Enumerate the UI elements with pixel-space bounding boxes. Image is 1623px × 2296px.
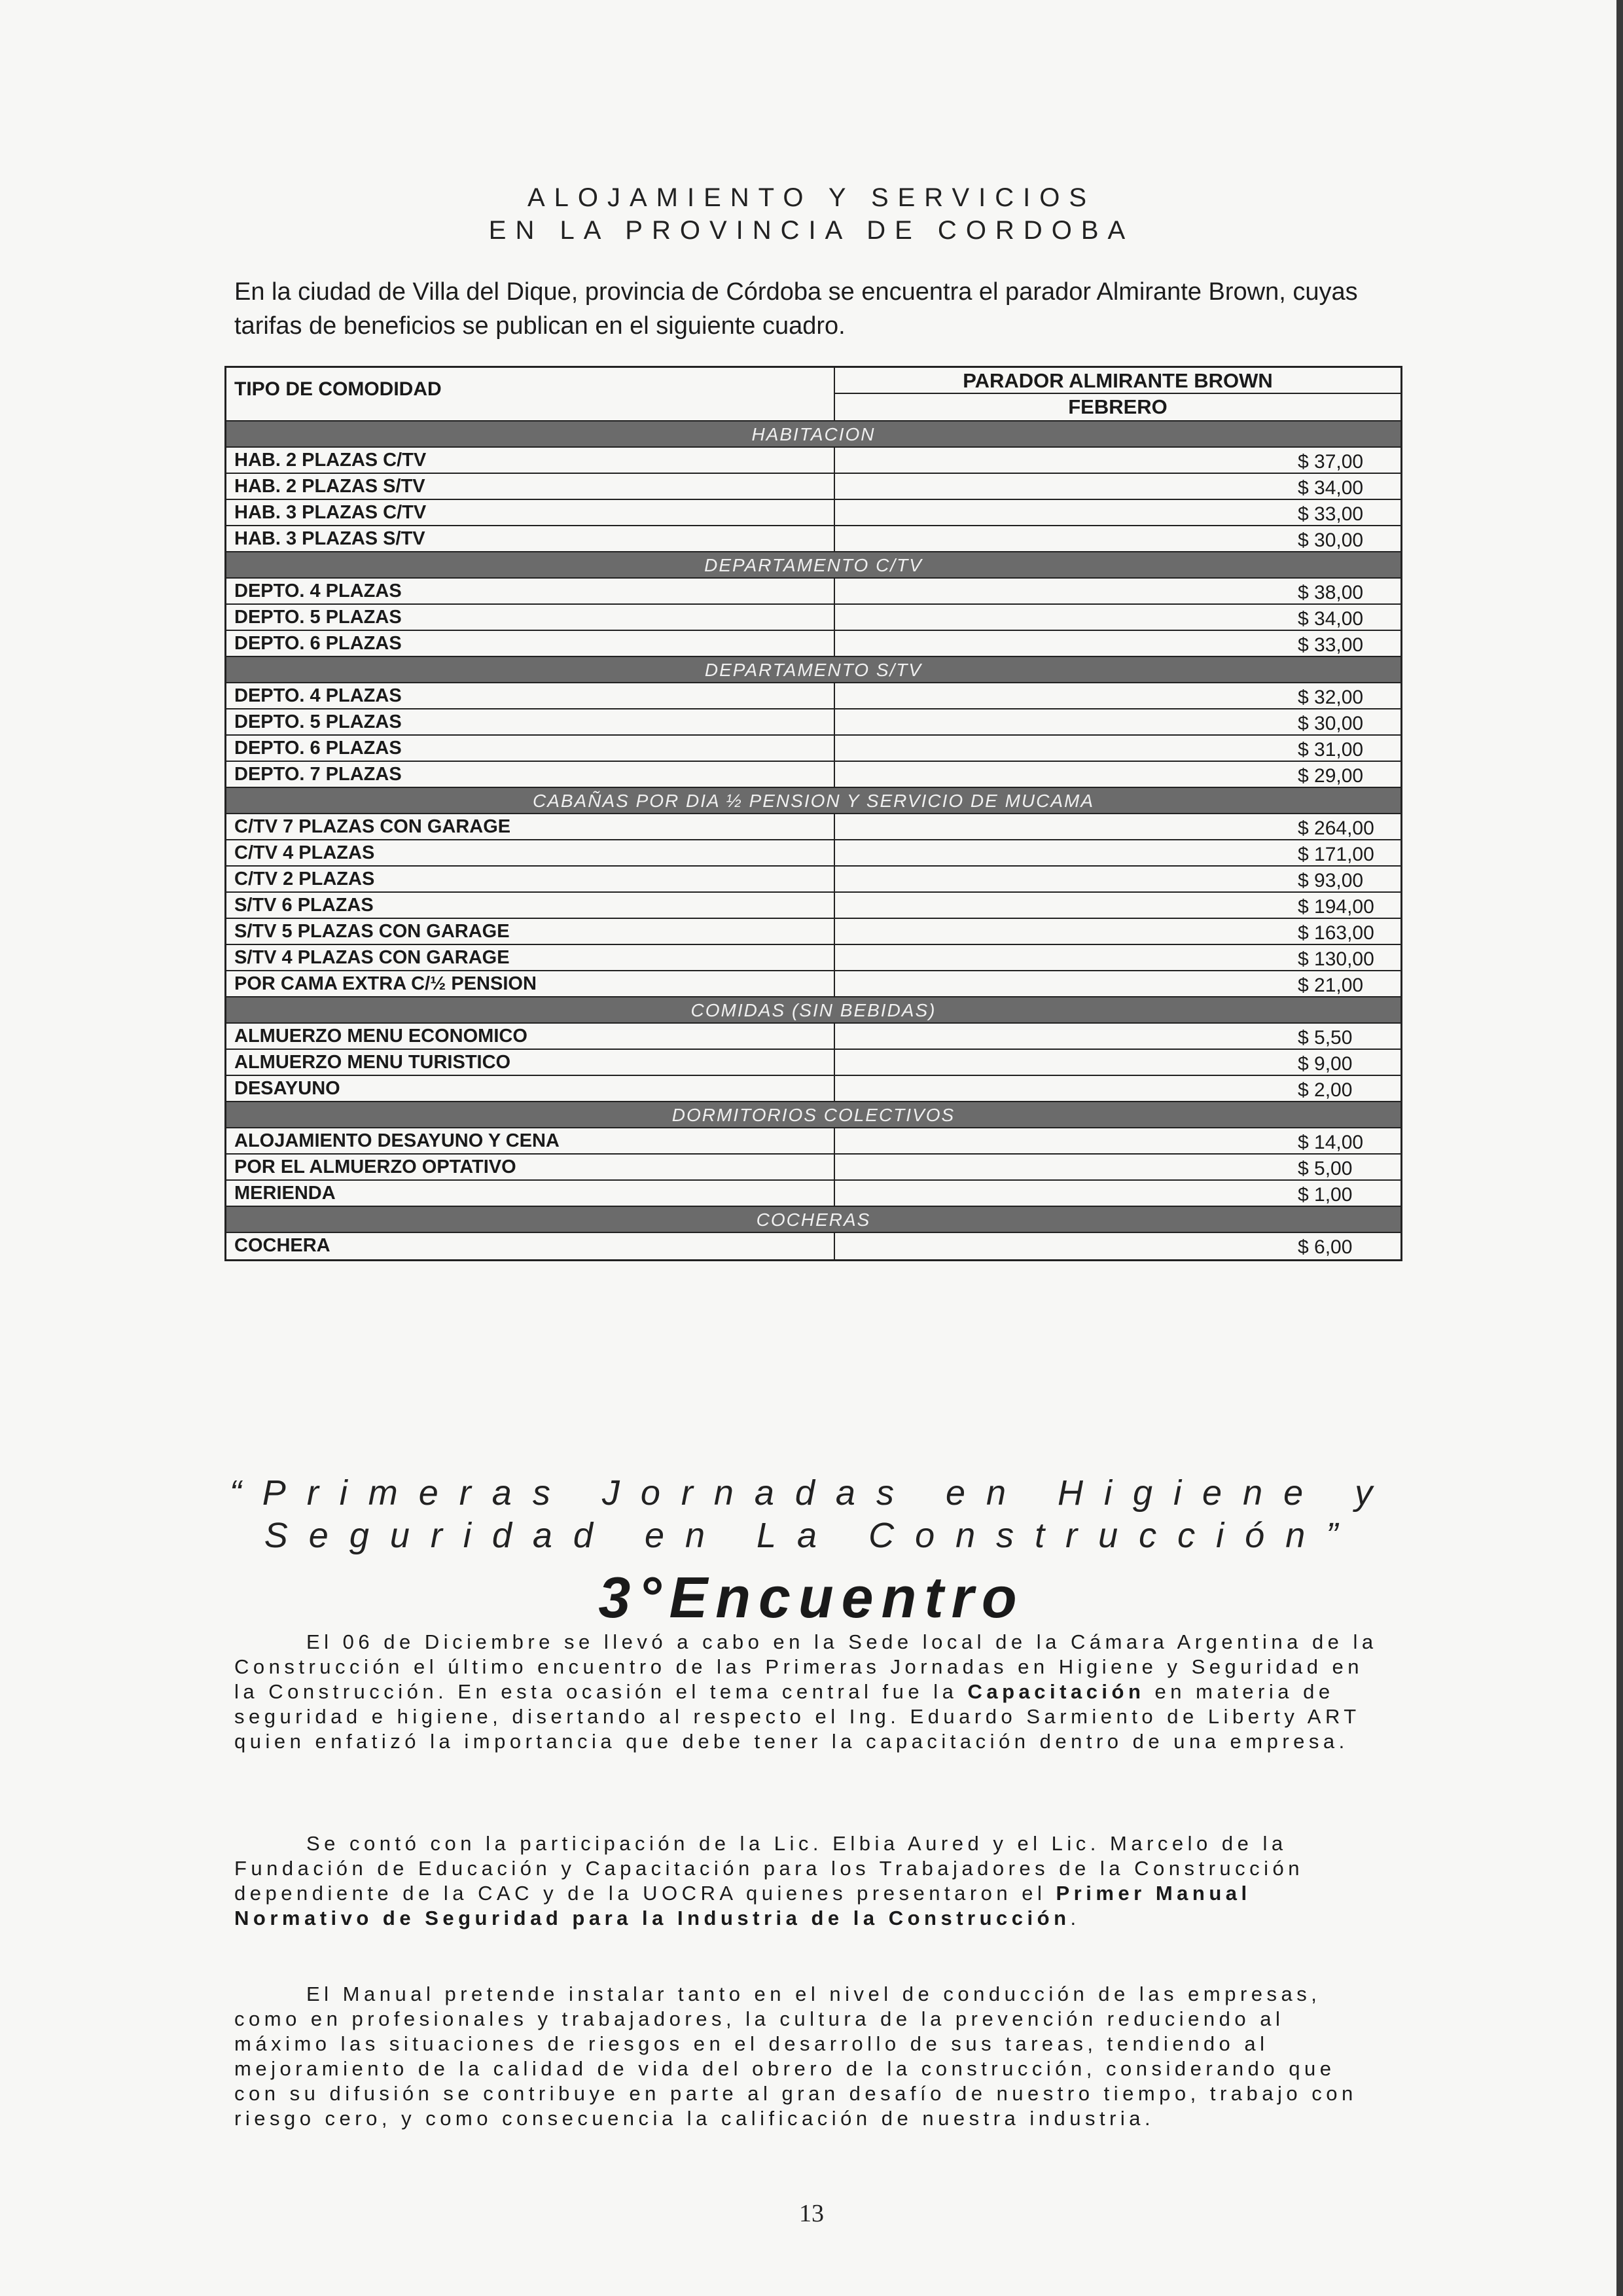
intro-paragraph: En la ciudad de Villa del Dique, provincia de Córdoba se encuentra el parador Almirante Brown, cuyas tarifas de beneficios se publican en el siguiente cuadro. — [234, 278, 1358, 340]
row-comodidad: HAB. 3 PLAZAS S/TV — [226, 526, 835, 551]
table-row — [226, 683, 1400, 709]
table-row — [226, 736, 1400, 762]
page-title-line1: ALOJAMIENTO Y SERVICIOS — [527, 183, 1096, 212]
table-header — [226, 368, 1400, 422]
table-row — [226, 840, 1400, 867]
row-comodidad: S/TV 4 PLAZAS CON GARAGE — [226, 945, 835, 970]
article-paragraph-3: El Manual pretende instalar tanto en el nivel de conducción de las empresas, como en profesionales y trabajadores, la cultura de la prevención reduciendo al máximo las situaciones de riesgos en el desarrollo de sus tareas, tendiendo al mejoramiento de la calidad de vida del obrero de la construcción, considerando que con su difusión se contribuye en parte al gran desafío de nuestro tiempo, trabajo con riesgo cero, y como consecuencia la calificación de nuestra industria. — [234, 1982, 1357, 2130]
row-price: $ 5,00 — [1298, 1158, 1353, 1179]
table-body — [226, 422, 1400, 1259]
table-row — [226, 1155, 1400, 1181]
row-price: $ 194,00 — [1298, 896, 1374, 918]
row-price: $ 2,00 — [1298, 1079, 1353, 1101]
row-comodidad: DEPTO. 5 PLAZAS — [226, 605, 835, 630]
row-comodidad: DEPTO. 5 PLAZAS — [226, 709, 835, 734]
row-price: $ 14,00 — [1298, 1132, 1364, 1153]
row-price: $ 30,00 — [1298, 529, 1364, 551]
table-row — [226, 919, 1400, 945]
col-header-type: TIPO DE COMODIDAD — [226, 368, 835, 420]
row-price: $ 33,00 — [1298, 503, 1364, 525]
row-price: $ 21,00 — [1298, 975, 1364, 996]
table-row — [226, 971, 1400, 997]
article-paragraph-1 — [234, 1630, 1386, 1754]
row-comodidad: ALMUERZO MENU ECONOMICO — [226, 1024, 835, 1049]
p2-bold: Primer Manual Normativo de Seguridad para la Industria de la Construcción — [234, 1882, 1251, 1929]
row-comodidad: S/TV 5 PLAZAS CON GARAGE — [226, 919, 835, 944]
row-price: $ 29,00 — [1298, 765, 1364, 787]
col-header-month: FEBRERO — [1068, 395, 1168, 418]
row-comodidad: DEPTO. 4 PLAZAS — [226, 683, 835, 708]
row-comodidad: DESAYUNO — [226, 1076, 835, 1101]
row-price: $ 163,00 — [1298, 922, 1374, 944]
row-comodidad: DEPTO. 4 PLAZAS — [226, 579, 835, 603]
table-row — [226, 631, 1400, 657]
row-comodidad: MERIENDA — [226, 1181, 835, 1206]
table-row — [226, 500, 1400, 526]
table-row — [226, 1050, 1400, 1076]
table-row — [226, 1076, 1400, 1102]
row-price: $ 33,00 — [1298, 634, 1364, 656]
table-row — [226, 945, 1400, 971]
row-comodidad: HAB. 3 PLAZAS C/TV — [226, 500, 835, 525]
row-price: $ 34,00 — [1298, 608, 1364, 630]
row-comodidad: HAB. 2 PLAZAS S/TV — [226, 474, 835, 499]
p1-bold: Capacitación — [967, 1680, 1145, 1703]
row-price: $ 1,00 — [1298, 1184, 1353, 1206]
row-comodidad: ALOJAMIENTO DESAYUNO Y CENA — [226, 1128, 835, 1153]
row-comodidad: HAB. 2 PLAZAS C/TV — [226, 448, 835, 473]
row-price: $ 31,00 — [1298, 739, 1364, 761]
table-row — [226, 709, 1400, 736]
article-paragraph-2 — [234, 1831, 1386, 1931]
row-comodidad: DEPTO. 6 PLAZAS — [226, 631, 835, 656]
row-price: $ 5,50 — [1298, 1027, 1353, 1049]
section-header: DEPARTAMENTO C/TV — [226, 552, 1400, 579]
section-header: HABITACION — [226, 422, 1400, 448]
article-title-line2: Seguridad en La Construcción” — [264, 1516, 1359, 1555]
table-row — [226, 1233, 1400, 1259]
row-comodidad: POR CAMA EXTRA C/½ PENSION — [226, 971, 835, 996]
article-title-line1: “Primeras Jornadas en Higiene y — [229, 1473, 1394, 1513]
p2-text: Se contó con la participación de la Lic. Elbia Aured y el Lic. Marcelo de la Fundación de Educación y Capacitación para los Trabajadores de la Construcción dependiente de la CAC y de la UOCRA quienes presentaron el — [234, 1832, 1304, 1905]
rates-table — [224, 366, 1402, 1261]
p2-rest: . — [1070, 1907, 1080, 1929]
section-header: DORMITORIOS COLECTIVOS — [226, 1102, 1400, 1128]
page-number: 13 — [799, 2200, 824, 2227]
row-price: $ 264,00 — [1298, 817, 1374, 839]
row-price: $ 32,00 — [1298, 687, 1364, 708]
table-row — [226, 1181, 1400, 1207]
col-header-parador — [835, 368, 1400, 420]
row-comodidad: C/TV 2 PLAZAS — [226, 867, 835, 891]
section-header: COCHERAS — [226, 1207, 1400, 1233]
table-row — [226, 605, 1400, 631]
row-comodidad: COCHERA — [226, 1233, 835, 1259]
row-comodidad: DEPTO. 6 PLAZAS — [226, 736, 835, 761]
row-comodidad: C/TV 4 PLAZAS — [226, 840, 835, 865]
row-comodidad: C/TV 7 PLAZAS CON GARAGE — [226, 814, 835, 839]
row-price: $ 30,00 — [1298, 713, 1364, 734]
table-row — [226, 814, 1400, 840]
table-row — [226, 474, 1400, 500]
row-price: $ 9,00 — [1298, 1053, 1353, 1075]
table-row — [226, 762, 1400, 788]
page-title-line2: EN LA PROVINCIA DE CORDOBA — [488, 216, 1135, 245]
scan-edge — [1616, 0, 1623, 2296]
section-header: COMIDAS (SIN BEBIDAS) — [226, 997, 1400, 1024]
table-row — [226, 867, 1400, 893]
row-price: $ 6,00 — [1298, 1236, 1353, 1258]
row-price: $ 37,00 — [1298, 451, 1364, 473]
table-row — [226, 448, 1400, 474]
row-comodidad: DEPTO. 7 PLAZAS — [226, 762, 835, 787]
table-row — [226, 1128, 1400, 1155]
p1-rest: en materia de seguridad e higiene, disertando al respecto el Ing. Eduardo Sarmiento de Liberty ART quien enfatizó la importancia que debe tener la capacitación dentro de una empresa. — [234, 1680, 1361, 1753]
table-row — [226, 893, 1400, 919]
row-price: $ 34,00 — [1298, 477, 1364, 499]
row-comodidad: ALMUERZO MENU TURISTICO — [226, 1050, 835, 1075]
article-subtitle: 3°Encuentro — [598, 1565, 1025, 1630]
row-price: $ 130,00 — [1298, 948, 1374, 970]
row-price: $ 171,00 — [1298, 844, 1374, 865]
section-header: CABAÑAS POR DIA ½ PENSION Y SERVICIO DE MUCAMA — [226, 788, 1400, 814]
row-price: $ 38,00 — [1298, 582, 1364, 603]
row-price: $ 93,00 — [1298, 870, 1364, 891]
table-row — [226, 526, 1400, 552]
section-header: DEPARTAMENTO S/TV — [226, 657, 1400, 683]
p1-text: El 06 de Diciembre se llevó a cabo en la Sede local de la Cámara Argentina de la Construcción el último encuentro de las Primeras Jornadas en Higiene y Seguridad en la Construcción. En esta ocasión el tema central fue la — [234, 1630, 1378, 1703]
row-comodidad: POR EL ALMUERZO OPTATIVO — [226, 1155, 835, 1179]
table-row — [226, 1024, 1400, 1050]
row-comodidad: S/TV 6 PLAZAS — [226, 893, 835, 918]
col-header-parador-name: PARADOR ALMIRANTE BROWN — [835, 368, 1400, 394]
table-row — [226, 579, 1400, 605]
